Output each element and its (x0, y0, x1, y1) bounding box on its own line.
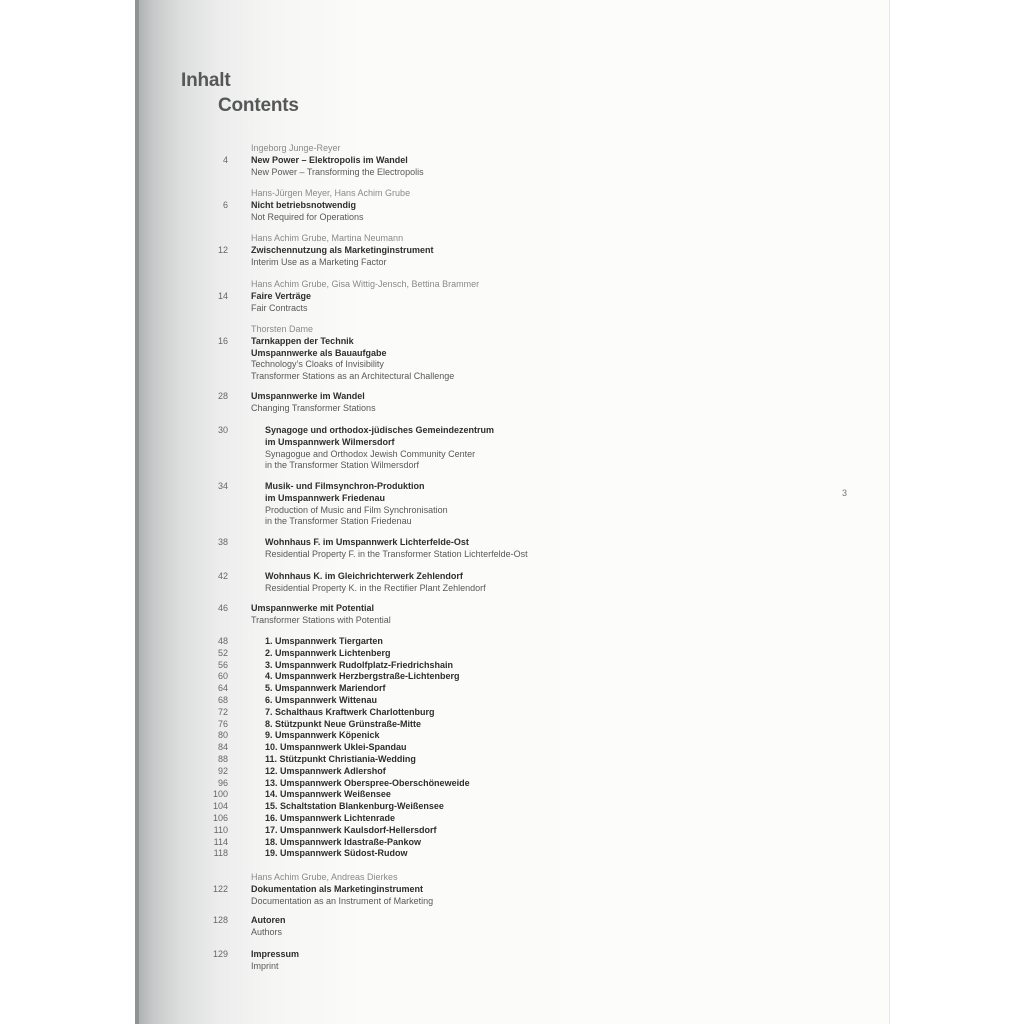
entry-title-german: Tarnkappen der Technik (251, 335, 354, 346)
station-page-number: 52 (217, 647, 228, 658)
entry-title-english: Authors (251, 926, 283, 937)
station-entry: 18. Umspannwerk Idastraße-Pankow (265, 836, 422, 847)
entry-author: Thorsten Dame (251, 324, 314, 334)
entry-page-number: 14 (217, 290, 228, 301)
station-entry: 12. Umspannwerk Adlershof (265, 765, 386, 776)
entry-author: Ingeborg Junge-Reyer (251, 143, 341, 153)
station-entry: 5. Umspannwerk Mariendorf (265, 683, 386, 694)
entry-title-english: Fair Contracts (251, 302, 308, 313)
entry-page-number: 129 (212, 949, 228, 959)
entry-title-english: in the Transformer Station Friedenau (265, 516, 412, 527)
station-page-number: 64 (217, 683, 228, 694)
station-entry: 4. Umspannwerk Herzbergstraße-Lichtenberg (265, 671, 460, 682)
entry-title-english: Production of Music and Film Synchronisation (265, 504, 448, 515)
entry-title-english: Synagogue and Orthodox Jewish Community Center (265, 448, 476, 459)
entry-title-english: New Power – Transforming the Electropolis (251, 166, 424, 177)
entry-page-number: 30 (217, 425, 228, 435)
entry-title-english: Changing Transformer Stations (251, 402, 376, 413)
entry-title-german: Umspannwerke mit Potential (251, 603, 375, 613)
station-page-number: 56 (217, 659, 228, 670)
station-entry: 10. Umspannwerk Uklei-Spandau (265, 742, 407, 753)
station-page-number: 80 (217, 730, 228, 741)
station-entry: 6. Umspannwerk Wittenau (265, 695, 377, 705)
station-entry: 13. Umspannwerk Oberspree-Oberschöneweide (265, 777, 470, 788)
station-page-number: 104 (212, 801, 228, 812)
entry-title-english: Imprint (251, 960, 279, 971)
station-page-number: 88 (217, 754, 228, 764)
station-page-number: 96 (217, 777, 228, 788)
entry-title-german: Zwischennutzung als Marketinginstrument (251, 244, 434, 255)
station-page-number: 72 (217, 706, 228, 717)
entry-title-german: New Power – Elektropolis im Wandel (251, 154, 408, 165)
entry-title-german: Wohnhaus K. im Gleichrichterwerk Zehlendorf (265, 571, 463, 581)
entry-page-number: 28 (217, 391, 228, 401)
station-entry: 8. Stützpunkt Neue Grünstraße-Mitte (265, 718, 422, 729)
entry-page-number: 38 (217, 537, 228, 547)
entry-page-number: 46 (217, 603, 228, 613)
station-page-number: 60 (217, 671, 228, 682)
station-entry: 16. Umspannwerk Lichtenrade (265, 813, 396, 823)
station-entry: 14. Umspannwerk Weißensee (265, 789, 391, 800)
entry-page-number: 12 (217, 244, 228, 255)
entry-title-english: Residential Property F. in the Transformer Station Lichterfelde-Ost (265, 548, 528, 559)
entry-page-number: 34 (217, 481, 228, 491)
entry-title-english: Residential Property K. in the Rectifier Plant Zehlendorf (265, 582, 486, 593)
entry-title-german: Nicht betriebsnotwendig (251, 199, 357, 210)
station-entry: 11. Stützpunkt Christiania-Wedding (265, 754, 416, 764)
entry-title-english: Documentation as an Instrument of Marketing (251, 895, 434, 906)
entry-title-german: Umspannwerke im Wandel (251, 391, 365, 401)
station-entry: 17. Umspannwerk Kaulsdorf-Hellersdorf (265, 824, 437, 835)
entry-page-number: 4 (222, 154, 228, 165)
station-page-number: 68 (217, 695, 228, 705)
station-entry: 2. Umspannwerk Lichtenberg (265, 647, 391, 658)
entry-page-number: 6 (222, 199, 228, 210)
entry-title-german: im Umspannwerk Friedenau (265, 492, 386, 503)
station-page-number: 110 (213, 824, 228, 835)
entry-title-german: Dokumentation als Marketinginstrument (251, 883, 424, 894)
entry-author: Hans Achim Grube, Gisa Wittig-Jensch, Bettina Brammer (251, 279, 480, 289)
entry-title-english: Technology’s Cloaks of Invisibility (251, 359, 384, 370)
station-entry: 7. Schalthaus Kraftwerk Charlottenburg (265, 706, 435, 717)
entry-page-number: 42 (217, 571, 228, 581)
station-page-number: 92 (217, 765, 228, 776)
entry-title-english: Transformer Stations with Potential (251, 614, 391, 625)
station-page-number: 76 (217, 718, 228, 729)
entry-page-number: 122 (212, 883, 228, 894)
station-page-number: 106 (212, 813, 228, 823)
entry-author: Hans Achim Grube, Andreas Dierkes (251, 872, 398, 882)
station-entry: 1. Umspannwerk Tiergarten (265, 636, 383, 646)
entry-title-english: Transformer Stations as an Architectural Challenge (251, 371, 455, 382)
station-page-number: 114 (213, 836, 228, 847)
entry-title-english: Interim Use as a Marketing Factor (251, 256, 387, 267)
entry-title-german: Wohnhaus F. im Umspannwerk Lichterfelde-Ost (265, 537, 469, 547)
station-page-number: 84 (217, 742, 228, 753)
entry-title-english: in the Transformer Station Wilmersdorf (265, 460, 420, 471)
entry-author: Hans Achim Grube, Martina Neumann (251, 233, 404, 243)
station-entry: 15. Schaltstation Blankenburg-Weißensee (265, 801, 444, 812)
entry-title-german: im Umspannwerk Wilmersdorf (265, 436, 395, 447)
station-entry: 3. Umspannwerk Rudolfplatz-Friedrichshain (265, 659, 454, 670)
entry-title-german: Impressum (251, 949, 300, 959)
page-number: 3 (842, 488, 848, 498)
title-english: Contents (218, 95, 299, 116)
entry-author: Hans-Jürgen Meyer, Hans Achim Grube (251, 188, 411, 198)
entry-title-english: Not Required for Operations (251, 211, 364, 222)
entry-title-german: Autoren (251, 915, 286, 925)
station-page-number: 118 (213, 848, 228, 859)
entry-title-german: Synagoge und orthodox-jüdisches Gemeindezentrum (265, 425, 495, 435)
entry-page-number: 128 (212, 915, 228, 925)
station-page-number: 48 (217, 636, 228, 646)
entry-page-number: 16 (217, 335, 228, 346)
title-german: Inhalt (181, 70, 231, 91)
station-entry: 9. Umspannwerk Köpenick (265, 730, 380, 741)
station-entry: 19. Umspannwerk Südost-Rudow (265, 848, 408, 859)
entry-title-german: Umspannwerke als Bauaufgabe (251, 347, 387, 358)
entry-title-german: Musik- und Filmsynchron-Produktion (265, 481, 425, 491)
station-page-number: 100 (212, 789, 228, 800)
entry-title-german: Faire Verträge (251, 290, 312, 301)
